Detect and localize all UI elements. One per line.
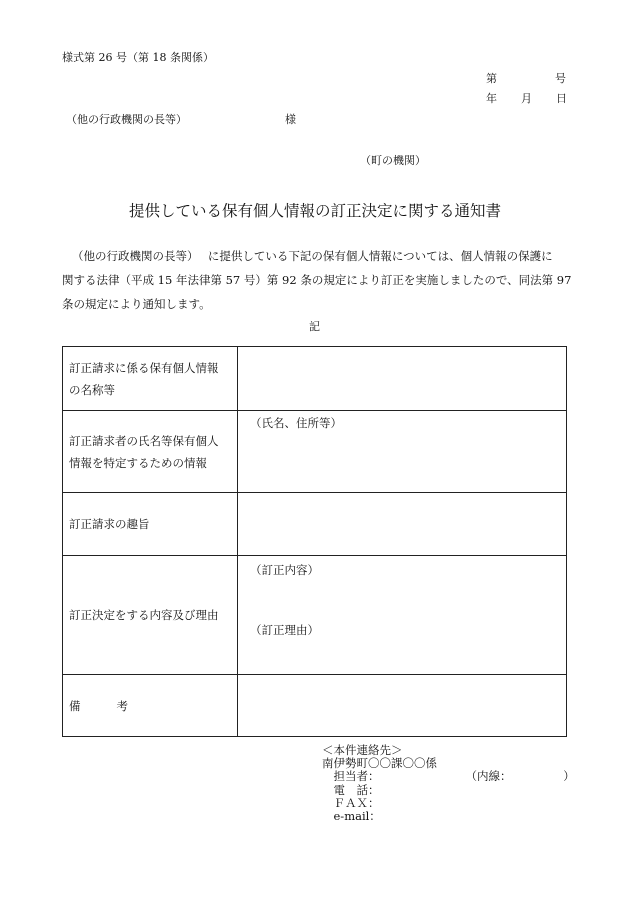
row-value-decision: [238, 556, 567, 675]
contact-heading: ＜本件連絡先＞: [322, 743, 403, 757]
row-label-request-purpose: 訂正請求の趣旨: [63, 493, 238, 556]
date-month: 月: [521, 92, 532, 105]
row-value-request-purpose: [238, 493, 567, 556]
doc-number-suffix: 号: [555, 72, 566, 85]
date-day: 日: [556, 92, 567, 105]
table-row: [63, 411, 567, 493]
contact-person-row: [322, 770, 575, 783]
doc-number-prefix: 第: [486, 72, 497, 85]
contact-extension: （内線： ）: [465, 769, 575, 784]
details-table: [62, 346, 567, 737]
contact-person-label: 担当者：: [322, 769, 380, 784]
addressee-honorific: 様: [285, 113, 296, 126]
body-line-1: （他の行政機関の長等） に提供している下記の保有個人情報については、個人情報の保護に: [72, 249, 553, 263]
row-value-requester-info: [238, 411, 567, 493]
date-year: 年: [486, 92, 497, 105]
row-label-info-name: 訂正請求に係る保有個人情報 の名称等: [63, 347, 238, 411]
contact-email-label: e-mail：: [322, 809, 381, 824]
row-value-info-name: [238, 347, 567, 411]
requester-note: （氏名、住所等）: [250, 416, 342, 430]
document-title: 提供している保有個人情報の訂正決定に関する通知書: [128, 202, 501, 220]
table-row: [63, 493, 567, 556]
body-line-3: 条の規定により通知します。: [62, 297, 211, 311]
row-label-decision: 訂正決定をする内容及び理由: [63, 556, 238, 675]
contact-block: [322, 744, 575, 823]
addressee-name: （他の行政機関の長等）: [66, 113, 187, 126]
ki-heading: 記: [309, 320, 320, 333]
contact-fax-label: ＦＡＸ：: [322, 795, 380, 810]
table-row: [63, 347, 567, 411]
row-value-remarks: [238, 675, 567, 737]
body-line-2: 関する法律（平成 15 年法律第 57 号）第 92 条の規定により訂正を実施しましたので、同法第 97: [62, 273, 572, 287]
sender-organization: （町の機関）: [360, 154, 426, 167]
body-paragraph: [62, 244, 570, 316]
form-number: 様式第 26 号（第 18 条関係）: [62, 51, 214, 64]
correction-reason-note: （訂正理由）: [250, 623, 319, 637]
contact-department: 南伊勢町〇〇課〇〇係: [322, 756, 437, 771]
table-row: [63, 675, 567, 737]
table-row: [63, 556, 567, 675]
row-label-remarks: 備 考: [63, 675, 238, 737]
correction-content-note: （訂正内容）: [250, 563, 319, 577]
contact-phone-label: 電 話：: [322, 782, 380, 797]
row-label-requester-info: 訂正請求者の氏名等保有個人 情報を特定するための情報: [63, 411, 238, 493]
